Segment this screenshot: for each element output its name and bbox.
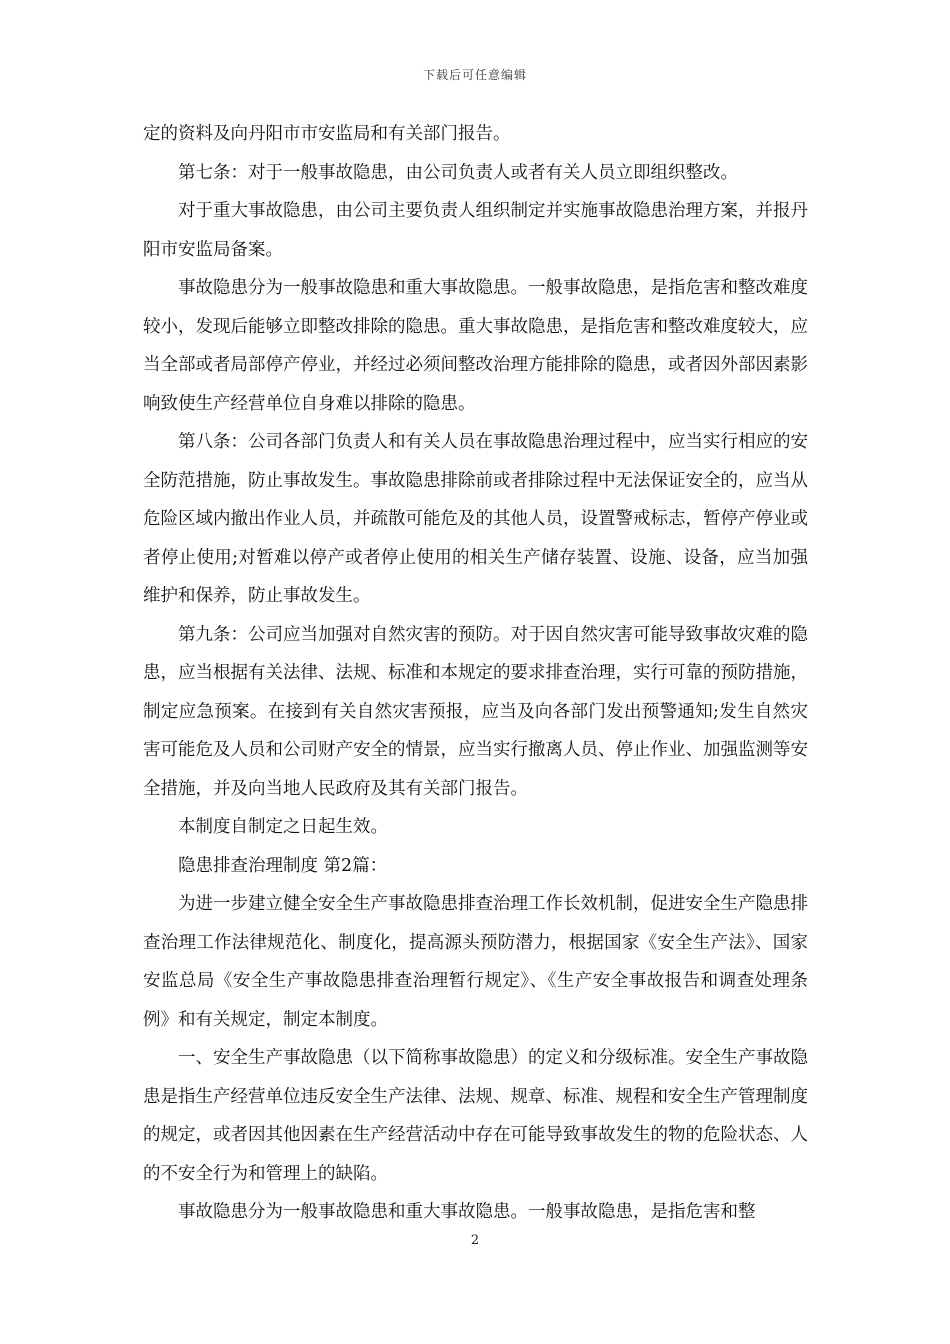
paragraph-continuation: 定的资料及向丹阳市市安监局和有关部门报告。 <box>143 124 511 144</box>
paragraph-article-9: 第九条：公司应当加强对自然灾害的预防。对于因自然灾害可能导致事故灾难的隐患，应当根据有关法律、法规、标准和本规定的要求排查治理，实行可靠的预防措施，制定应急预案。在接到有关自然灾害预报，应当及向各部门发出预警通知;发生自然灾害可能危及人员和公司财产安全的情景，应当实行撤离人员、停止作业、加强监测等安全措施，并及向当地人民政府及其有关部门报告。 <box>143 624 808 799</box>
section-heading-part-2: 隐患排查治理制度 第2篇： <box>178 855 388 876</box>
page-header: 下载后可任意编辑 <box>422 68 527 82</box>
paragraph-article-7: 第七条：对于一般事故隐患，由公司负责人或者有关人员立即组织整改。 <box>178 162 738 183</box>
document-body <box>143 115 808 1232</box>
paragraph-article-8: 第八条：公司各部门负责人和有关人员在事故隐患治理过程中，应当实行相应的安全防范措施，防止事故发生。事故隐患排除前或者排除过程中无法保证安全的，应当从危险区域内撤出作业人员，并疏散可能危及的其他人员，设置警戒标志，暂停产停业或者停止使用;对暂难以停产或者停止使用的相关生产储存装置、设施、设备，应当加强维护和保养，防止事故发生。 <box>143 432 808 606</box>
paragraph-major-hazard: 对于重大事故隐患，由公司主要负责人组织制定并实施事故隐患治理方案，并报丹阳市安监局备案。 <box>143 201 808 260</box>
paragraph-hazard-classification: 事故隐患分为一般事故隐患和重大事故隐患。一般事故隐患，是指危害和整改难度较小，发现后能够立即整改排除的隐患。重大事故隐患，是指危害和整改难度较大，应当全部或者局部停产停业，并经过必须间整改治理方能排除的隐患，或者因外部因素影响致使生产经营单位自身难以排除的隐患。 <box>143 278 808 414</box>
paragraph-effective: 本制度自制定之日起生效。 <box>178 817 388 837</box>
paragraph-purpose: 为进一步建立健全安全生产事故隐患排查治理工作长效机制，促进安全生产隐患排查治理工作法律规范化、制度化，提高源头预防潜力，根据国家《安全生产法》、国家安监总局《安全生产事故隐患排查治理暂行规定》、《生产安全事故报告和调查处理条例》和有关规定，制定本制度。 <box>143 894 808 1030</box>
paragraph-classification-cont: 事故隐患分为一般事故隐患和重大事故隐患。一般事故隐患，是指危害和整 <box>178 1202 756 1222</box>
paragraph-definition: 一、安全生产事故隐患（以下简称事故隐患）的定义和分级标准。安全生产事故隐患是指生产经营单位违反安全生产法律、法规、规章、标准、规程和安全生产管理制度的规定，或者因其他因素在生产经营活动中存在可能导致事故发生的物的危险状态、人的不安全行为和管理上的缺陷。 <box>143 1048 808 1184</box>
page-number: 2 <box>470 1233 480 1248</box>
